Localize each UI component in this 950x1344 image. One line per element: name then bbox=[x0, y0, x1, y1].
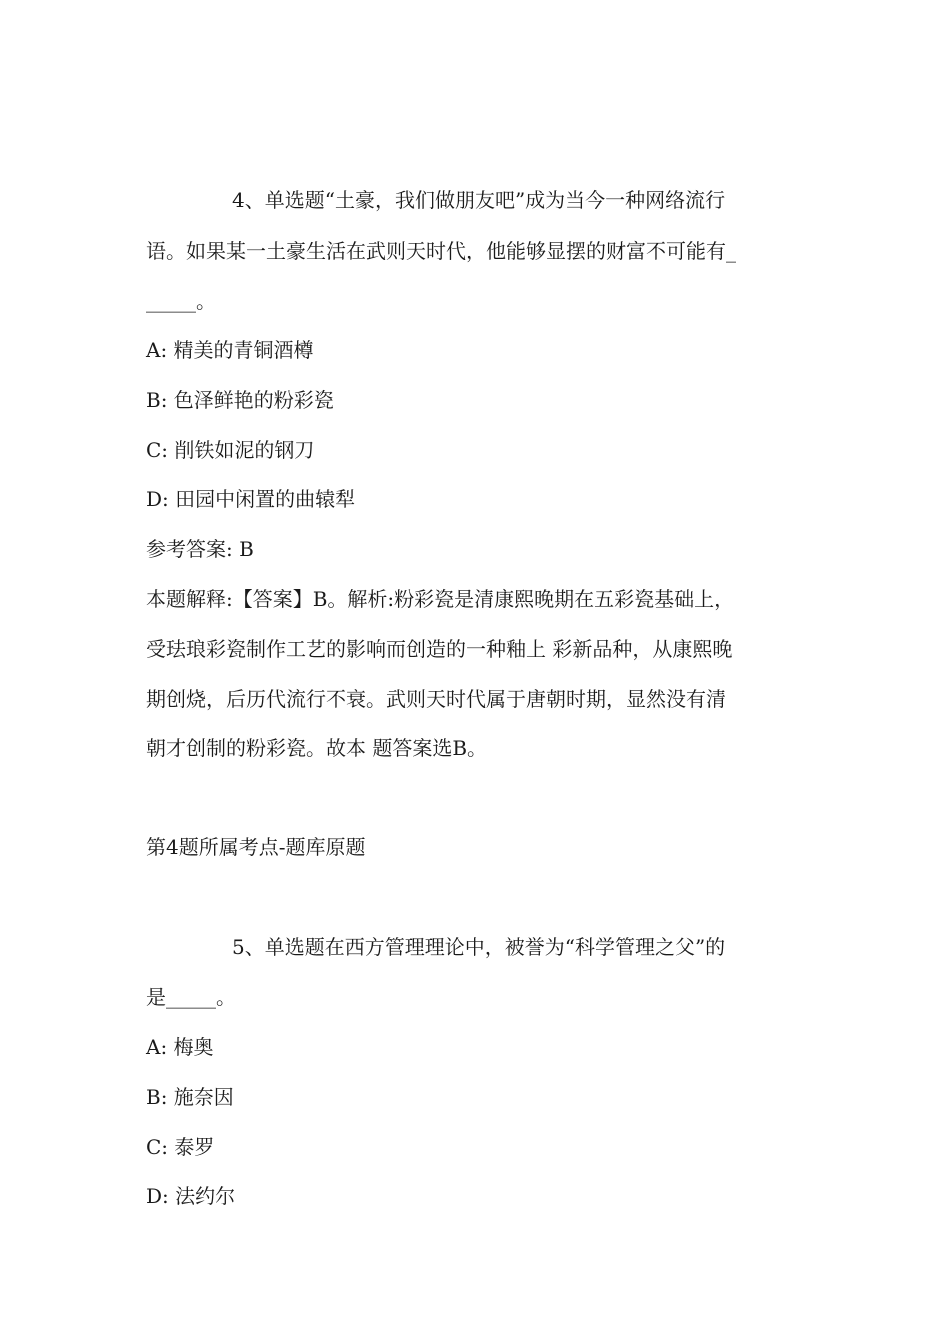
q5-option-a: A: 梅奥 bbox=[146, 1035, 214, 1059]
q4-topic: 第4题所属考点-题库原题 bbox=[146, 835, 366, 859]
q4-option-b: B: 色泽鲜艳的粉彩瓷 bbox=[146, 388, 334, 412]
q4-stem-line3: _____。 bbox=[146, 289, 216, 313]
q4-stem-line2: 语。如果某一土豪生活在武则天时代，他能够显摆的财富不可能有_ bbox=[146, 239, 736, 263]
q5-option-d: D: 法约尔 bbox=[146, 1184, 236, 1208]
q4-explain-line1: 本题解释:【答案】B。解析:粉彩瓷是清康熙晚期在五彩瓷基础上， bbox=[146, 587, 735, 611]
q5-stem-line2: 是_____。 bbox=[146, 985, 236, 1009]
q5-option-c: C: 泰罗 bbox=[146, 1135, 215, 1159]
q4-option-c: C: 削铁如泥的钢刀 bbox=[146, 438, 315, 462]
q4-answer: 参考答案: B bbox=[146, 537, 254, 561]
q5-stem-line1: 5、单选题在西方管理理论中，被誉为“科学管理之父”的 bbox=[232, 935, 726, 959]
q4-explain-line2: 受珐琅彩瓷制作工艺的影响而创造的一种釉上 彩新品种，从康熙晚 bbox=[146, 637, 733, 661]
q4-explain-line3: 期创烧，后历代流行不衰。武则天时代属于唐朝时期，显然没有清 bbox=[146, 687, 726, 711]
q4-stem-line1: 4、单选题“土豪，我们做朋友吧”成为当今一种网络流行 bbox=[232, 188, 726, 212]
q4-option-a: A: 精美的青铜酒樽 bbox=[146, 338, 314, 362]
q5-option-b: B: 施奈因 bbox=[146, 1085, 234, 1109]
q4-explain-line4: 朝才创制的粉彩瓷。故本 题答案选B。 bbox=[146, 736, 488, 760]
q4-option-d: D: 田园中闲置的曲辕犁 bbox=[146, 487, 356, 511]
